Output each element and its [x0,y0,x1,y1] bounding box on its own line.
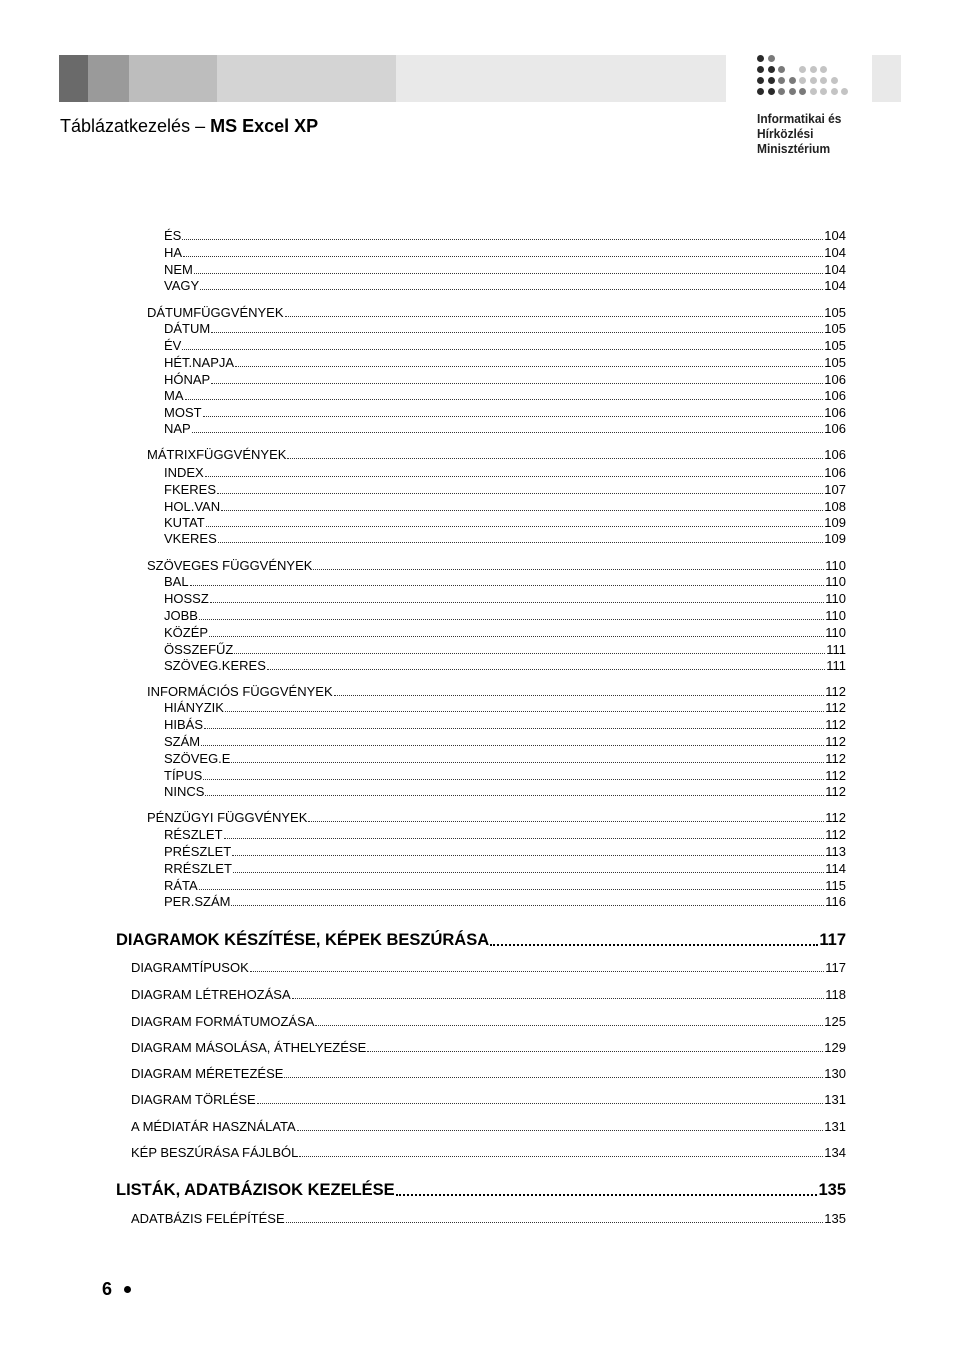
toc-entry-label: TÍPUS [164,768,203,783]
toc-entry-page: 104 [824,262,846,277]
toc-entry-page: 117 [825,960,846,975]
logo-dot [768,77,775,84]
toc-entry-label: NAP [164,421,191,436]
toc-entry-page: 110 [825,625,846,640]
toc-entry-page: 105 [824,305,846,320]
logo-dot [799,88,806,95]
toc-dot-leader [231,762,824,763]
toc-dot-leader [217,493,823,494]
toc-entry[interactable] [164,784,846,799]
toc-dot-leader [235,366,823,367]
toc-entry[interactable] [164,321,846,336]
toc-entry-page: 112 [825,768,846,783]
toc-entry-label: SZÖVEGES FÜGGVÉNYEK [147,558,313,573]
logo-dot [757,88,764,95]
toc-entry-page: 106 [824,372,846,387]
toc-dot-leader [233,872,824,873]
toc-entry[interactable] [164,768,846,783]
toc-entry-page: 106 [824,465,846,480]
toc-entry[interactable] [164,228,846,243]
toc-dot-leader [313,569,824,570]
logo-line: Minisztérium [757,141,831,156]
toc-entry-page: 129 [824,1040,846,1055]
toc-dot-leader [194,273,823,274]
toc-entry[interactable] [164,355,846,370]
toc-entry-page: 106 [824,421,846,436]
toc-dot-leader [231,905,824,906]
toc-entry[interactable] [164,338,846,353]
logo-dot [789,88,796,95]
toc-dot-leader [232,855,824,856]
toc-entry-page: 115 [825,878,846,893]
toc-dot-leader [299,1156,823,1157]
toc-entry[interactable] [116,931,846,950]
toc-entry-label: KÖZÉP [164,625,209,640]
toc-entry[interactable] [164,515,846,530]
toc-entry-page: 130 [824,1066,846,1081]
toc-entry[interactable] [147,447,846,462]
logo-dot [778,77,785,84]
toc-entry[interactable] [164,372,846,387]
toc-dot-leader [287,458,823,459]
toc-entry-page: 131 [824,1119,846,1134]
toc-entry-page: 134 [824,1145,846,1160]
logo-dot [799,77,806,84]
toc-entry[interactable] [164,734,846,749]
toc-entry-page: 106 [824,405,846,420]
toc-entry-page: 104 [824,245,846,260]
logo-dot [768,88,775,95]
toc-entry-label: KÉP BESZÚRÁSA FÁJLBÓL [131,1145,299,1160]
logo-dot [820,88,827,95]
logo-dot [831,77,838,84]
toc-entry[interactable] [131,1092,846,1107]
toc-dot-leader [203,416,824,417]
logo-dot [831,88,838,95]
logo-dot [810,66,817,73]
toc-entry[interactable] [164,717,846,732]
toc-entry[interactable] [147,305,846,320]
toc-dot-leader [203,779,824,780]
toc-dot-leader [308,821,824,822]
toc-entry-page: 112 [825,684,846,699]
logo-dot [778,66,785,73]
toc-dot-leader [185,399,824,400]
toc-entry-label: SZÖVEG.KERES [164,658,266,673]
toc-entry-label: NINCS [164,784,205,799]
toc-dot-leader [199,889,825,890]
toc-entry-label: PÉNZÜGYI FÜGGVÉNYEK [147,810,308,825]
toc-entry-page: 108 [824,499,846,514]
toc-dot-leader [234,653,825,654]
toc-entry-label: RRÉSZLET [164,861,232,876]
toc-entry-label: DIAGRAM FORMÁTUMOZÁSA [131,1014,315,1029]
toc-entry-label: DIAGRAM TÖRLÉSE [131,1092,256,1107]
toc-entry[interactable] [164,827,846,842]
toc-entry-label: PRÉSZLET [164,844,232,859]
toc-dot-leader [190,585,825,586]
toc-entry-label: MOST [164,405,202,420]
toc-dot-leader [199,619,824,620]
toc-entry-page: 105 [824,355,846,370]
toc-entry-label: DÁTUMFÜGGVÉNYEK [147,305,284,320]
logo-dot [810,77,817,84]
toc-entry-label: HIBÁS [164,717,204,732]
toc-dot-leader [205,795,824,796]
toc-entry-label: DIAGRAMTÍPUSOK [131,960,249,975]
toc-entry-label: INFORMÁCIÓS FÜGGVÉNYEK [147,684,333,699]
toc-entry-label: LISTÁK, ADATBÁZISOK KEZELÉSE [116,1181,395,1199]
toc-dot-leader [315,1025,823,1026]
toc-entry-page: 110 [825,608,846,623]
toc-entry[interactable] [164,608,846,623]
toc-entry-label: VAGY [164,278,200,293]
logo-dot [768,55,775,62]
toc-entry[interactable] [147,558,846,573]
toc-entry[interactable] [131,960,846,975]
logo-line: Informatikai és [757,111,842,126]
toc-entry-page: 110 [825,558,846,573]
header-band-segment [872,55,901,102]
toc-entry-page: 110 [825,574,846,589]
toc-entry-page: 105 [824,321,846,336]
toc-entry[interactable] [164,894,846,909]
toc-entry[interactable] [164,262,846,277]
toc-entry-page: 107 [824,482,846,497]
toc-dot-leader [182,239,823,240]
toc-dot-leader [292,998,825,999]
toc-entry-label: KUTAT [164,515,205,530]
toc-entry-label: HA [164,245,183,260]
toc-entry-label: MA [164,388,184,403]
toc-dot-leader [284,1077,823,1078]
toc-dot-leader [206,526,824,527]
toc-entry[interactable] [164,642,846,657]
logo-dot [757,77,764,84]
toc-entry-page: 110 [825,591,846,606]
header-band-segment [59,55,88,102]
toc-entry-label: HIÁNYZIK [164,700,224,715]
logo-dot [810,88,817,95]
toc-entry[interactable] [131,1014,846,1029]
toc-entry[interactable] [164,878,846,893]
toc-entry-label: ÖSSZEFŰZ [164,642,234,657]
toc-entry-page: 109 [824,531,846,546]
toc-entry-page: 109 [824,515,846,530]
toc-dot-leader [367,1051,823,1052]
toc-entry[interactable] [164,751,846,766]
toc-dot-leader [209,636,824,637]
toc-dot-leader [182,349,823,350]
toc-entry-label: SZÖVEG.E [164,751,231,766]
logo-dot [841,88,848,95]
header-band-segment [396,55,726,102]
header-band-segment [217,55,396,102]
header-band-segment [88,55,129,102]
toc-entry[interactable] [164,499,846,514]
toc-dot-leader [224,838,825,839]
toc-entry-page: 112 [825,827,846,842]
toc-dot-leader [205,476,824,477]
toc-entry[interactable] [131,987,846,1002]
toc-entry-label: HOL.VAN [164,499,221,514]
toc-entry-label: RÁTA [164,878,198,893]
toc-entry-label: FKERES [164,482,217,497]
toc-entry-label: DIAGRAM MÉRETEZÉSE [131,1066,284,1081]
logo-line: Hírközlési [757,126,814,141]
toc-dot-leader [210,602,824,603]
toc-entry-page: 112 [825,700,846,715]
toc-dot-leader [211,332,823,333]
toc-dot-leader [221,510,823,511]
toc-entry-page: 111 [826,642,846,657]
logo-dot [757,55,764,62]
toc-entry-page: 106 [824,447,846,462]
toc-entry-label: MÁTRIXFÜGGVÉNYEK [147,447,287,462]
toc-entry[interactable] [164,245,846,260]
toc-entry-label: ADATBÁZIS FELÉPÍTÉSE [131,1211,285,1226]
toc-dot-leader [192,432,824,433]
toc-entry-page: 112 [825,717,846,732]
toc-entry-page: 106 [824,388,846,403]
document-title-prefix: Táblázatkezelés – [60,116,211,136]
toc-dot-leader [225,711,824,712]
toc-entry-page: 111 [826,658,846,673]
toc-entry[interactable] [164,405,846,420]
toc-dot-leader [334,695,825,696]
toc-entry-label: HÉT.NAPJA [164,355,235,370]
toc-entry[interactable] [164,465,846,480]
toc-entry[interactable] [164,388,846,403]
toc-dot-leader [297,1130,824,1131]
toc-entry-label: PER.SZÁM [164,894,231,909]
toc-dot-leader [201,745,824,746]
toc-entry-label: ÉS [164,228,182,243]
toc-dot-leader [490,944,818,946]
toc-entry[interactable] [164,531,846,546]
toc-entry-page: 112 [825,810,846,825]
bullet-icon [124,1286,131,1293]
toc-dot-leader [396,1194,818,1196]
page-number: 6 [102,1279,113,1299]
logo-dot [799,66,806,73]
document-title-product: MS Excel XP [210,116,319,136]
toc-dot-leader [211,383,823,384]
logo-dot [820,77,827,84]
toc-entry-page: 114 [825,861,846,876]
toc-entry[interactable] [164,591,846,606]
toc-entry[interactable] [164,574,846,589]
toc-dot-leader [286,1222,824,1223]
toc-entry-label: HÓNAP [164,372,211,387]
logo-dot [768,66,775,73]
toc-entry-page: 131 [824,1092,846,1107]
toc-entry-label: NEM [164,262,193,277]
toc-entry[interactable] [116,1181,846,1200]
toc-entry[interactable] [164,861,846,876]
toc-entry[interactable] [147,810,846,825]
toc-entry-label: DIAGRAM MÁSOLÁSA, ÁTHELYEZÉSE [131,1040,367,1055]
toc-entry[interactable] [164,482,846,497]
toc-entry-page: 112 [825,734,846,749]
toc-entry-page: 135 [824,1211,846,1226]
header-band-segment [129,55,217,102]
toc-entry[interactable] [131,1066,846,1081]
toc-dot-leader [267,669,825,670]
toc-entry[interactable] [131,1211,846,1226]
toc-entry-page: 112 [825,751,846,766]
logo-dot [820,66,827,73]
toc-entry-page: 112 [825,784,846,799]
toc-entry[interactable] [164,658,846,673]
toc-entry-label: ÉV [164,338,182,353]
toc-dot-leader [218,542,824,543]
toc-entry-label: JOBB [164,608,198,623]
toc-entry[interactable] [164,625,846,640]
ministry-logo-text [757,111,841,156]
toc-entry-label: INDEX [164,465,204,480]
toc-entry-label: DÁTUM [164,321,211,336]
toc-dot-leader [183,256,823,257]
toc-entry-label: A MÉDIATÁR HASZNÁLATA [131,1119,296,1134]
toc-entry-label: HOSSZ [164,591,209,606]
toc-entry-page: 117 [819,931,846,949]
ministry-logo-icon [757,53,857,105]
toc-entry-page: 104 [824,278,846,293]
toc-entry[interactable] [164,700,846,715]
document-title [60,116,318,137]
toc-dot-leader [250,971,825,972]
toc-entry[interactable] [131,1119,846,1134]
logo-dot [778,88,785,95]
toc-dot-leader [285,316,824,317]
toc-dot-leader [204,728,824,729]
logo-dot [757,66,764,73]
toc-entry[interactable] [164,421,846,436]
toc-entry[interactable] [131,1145,846,1160]
toc-entry-page: 105 [824,338,846,353]
toc-entry-label: SZÁM [164,734,201,749]
toc-entry[interactable] [164,844,846,859]
toc-entry-label: BAL [164,574,189,589]
toc-dot-leader [257,1103,824,1104]
toc-entry-label: DIAGRAMOK KÉSZÍTÉSE, KÉPEK BESZÚRÁSA [116,931,490,949]
toc-entry-page: 116 [825,894,846,909]
toc-entry-label: DIAGRAM LÉTREHOZÁSA [131,987,291,1002]
toc-entry-page: 104 [824,228,846,243]
toc-entry-page: 125 [824,1014,846,1029]
toc-dot-leader [200,289,823,290]
toc-entry-page: 118 [825,987,846,1002]
toc-entry-page: 135 [818,1181,846,1199]
toc-entry[interactable] [147,684,846,699]
toc-entry[interactable] [131,1040,846,1055]
toc-entry-label: VKERES [164,531,217,546]
toc-entry[interactable] [164,278,846,293]
toc-entry-page: 113 [825,844,846,859]
logo-dot [789,77,796,84]
toc-entry-label: RÉSZLET [164,827,223,842]
